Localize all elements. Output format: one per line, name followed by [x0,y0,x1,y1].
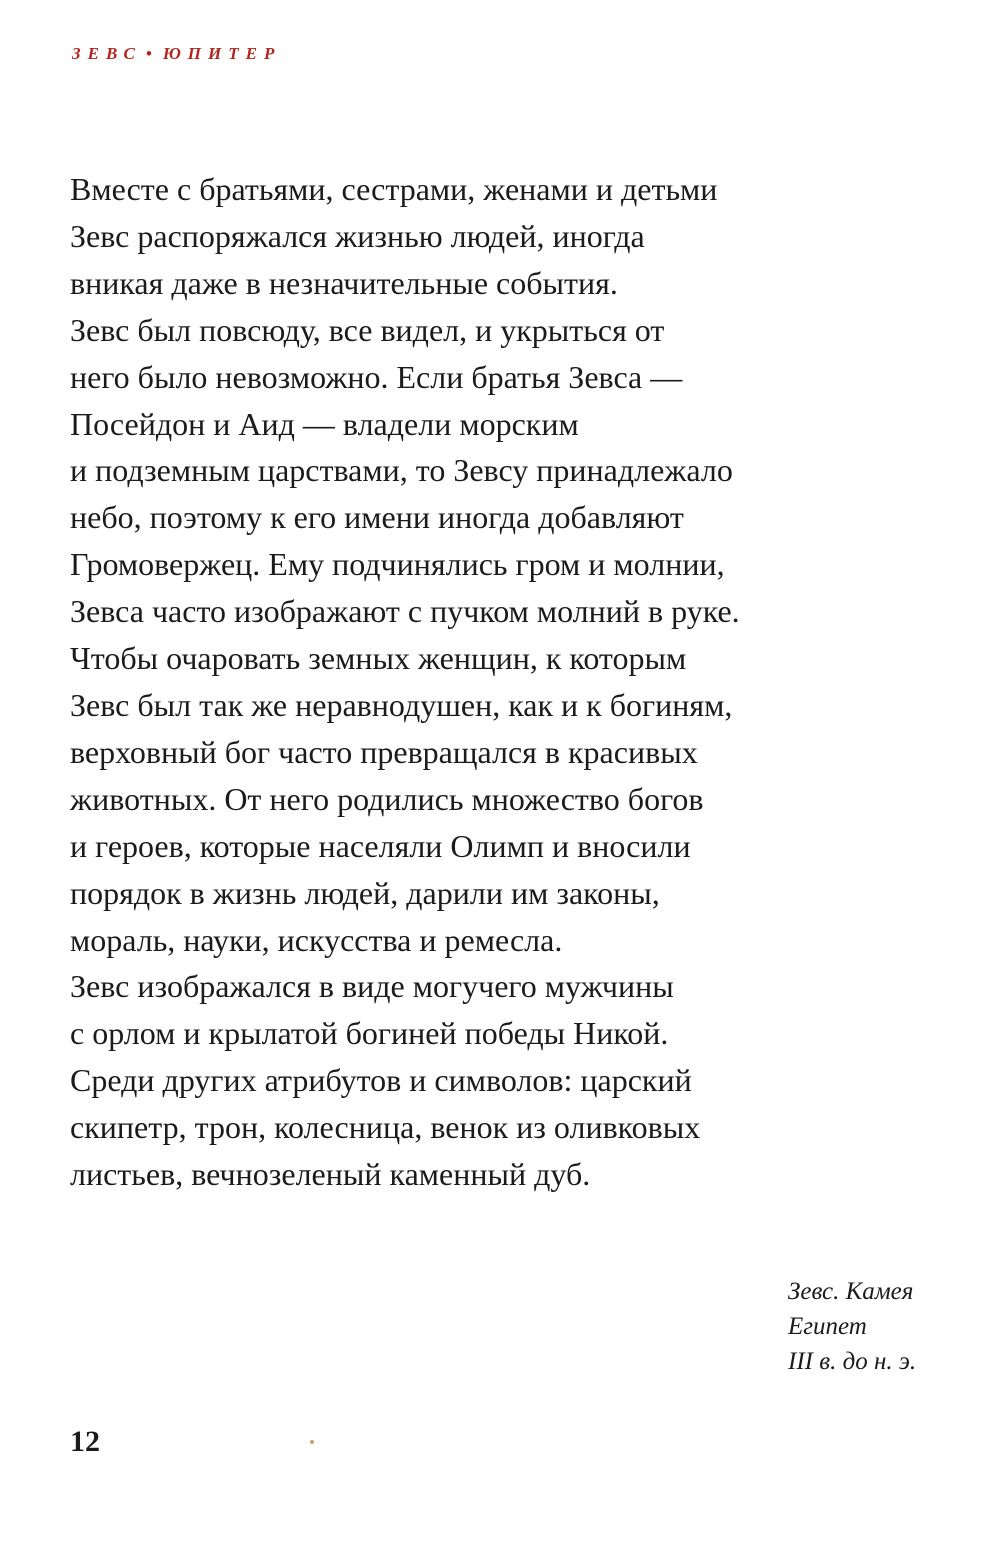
text-line: и подземным царствами, то Зевсу принадлежало [70,452,733,489]
text-line: Громовержец. Ему подчинялись гром и молнии, [70,546,725,583]
page-number: 12 [70,1425,100,1458]
text-line: с орлом и крылатой богиней победы Никой. [70,1015,669,1052]
text-line: Зевс распоряжался жизнью людей, иногда [70,217,645,254]
running-head-right: ЮПИТЕР [162,44,282,63]
text-line: Чтобы очаровать земных женщин, к которым [70,640,687,677]
running-head [72,44,281,64]
text-line: листьев, вечнозеленый каменный дуб. [70,1156,591,1193]
text-line: Вместе с братьями, сестрами, женами и детьми [70,171,718,207]
text-line: небо, поэтому к его имени иногда добавляют [70,499,684,536]
caption-line: Египет [788,1313,867,1340]
caption-line: III в. до н. э. [788,1348,917,1375]
text-line: Зевс был так же неравнодушен, как и к богиням, [70,686,733,723]
image-caption [788,1274,916,1379]
running-head-separator: • [145,44,159,63]
text-line: Зевс был повсюду, все видел, и укрыться от [70,311,665,348]
print-speck [310,1440,314,1444]
text-line: него было невозможно. Если братья Зевса — [70,358,683,395]
text-line: Зевса часто изображают с пучком молний в руке. [70,593,740,630]
running-head-left: ЗЕВС [72,44,142,63]
text-line: Зевс изображался в виде могучего мужчины [70,968,674,1005]
body-text [70,166,770,1198]
text-line: вникая даже в незначительные события. [70,264,618,301]
text-line: верховный бог часто превращался в красивых [70,733,698,770]
text-line: мораль, науки, искусства и ремесла. [70,921,563,958]
text-line: и героев, которые населяли Олимп и вносили [70,827,691,864]
caption-line: Зевс. Камея [788,1278,914,1305]
text-line: Среди других атрибутов и символов: царский [70,1062,692,1099]
text-line: животных. От него родились множество богов [70,780,704,817]
text-line: порядок в жизнь людей, дарили им законы, [70,874,660,911]
text-line: скипетр, трон, колесница, венок из оливковых [70,1109,701,1146]
text-line: Посейдон и Аид — владели морским [70,405,579,442]
